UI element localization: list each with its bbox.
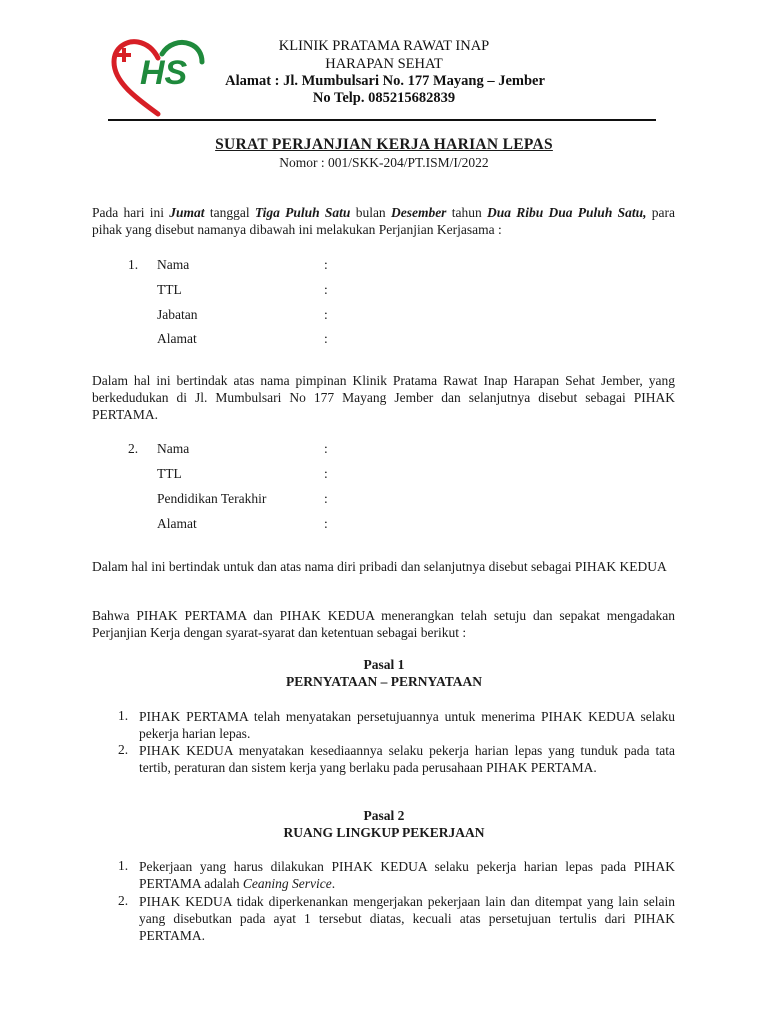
pasal1-item-number: 2. (118, 742, 129, 757)
party2-number: 2. (128, 441, 139, 456)
pasal2-item-number: 1. (118, 858, 129, 873)
clinic-logo (106, 36, 210, 120)
party2-field-colon: : (324, 441, 328, 456)
letterhead-divider (108, 119, 656, 121)
party1-description: Dalam hal ini bertindak atas nama pimpinan Klinik Pratama Rawat Inap Harapan Sehat Jember, yang berkedudukan di Jl. Mumbulsari No 177 Mayang Jember dan selanjutnya disebut sebagai PIHAK PERTAMA. (92, 373, 675, 422)
party2-field-label: Nama (157, 441, 190, 456)
party1-field-label: TTL (157, 282, 182, 297)
clinic-name-line1: KLINIK PRATAMA RAWAT INAP (278, 38, 490, 54)
job-title-value: Ceaning Service (242, 876, 332, 891)
document-title: SURAT PERJANJIAN KERJA HARIAN LEPAS (215, 136, 553, 153)
pasal2-item-text: PIHAK KEDUA tidak diperkenankan mengerjakan pekerjaan lain dan ditempat yang lain selain yang disebutkan pada ayat 1 tersebut diatas, kecuali atas persetujuan tertulis dari PIHAK PERTAMA. (139, 894, 675, 943)
party1-field-colon: : (324, 257, 328, 272)
clinic-address: Alamat : Jl. Mumbulsari No. 177 Mayang – Jember (225, 73, 545, 89)
clinic-name-line2: HARAPAN SEHAT (325, 56, 443, 72)
party2-description: Dalam hal ini bertindak untuk dan atas nama diri pribadi dan selanjutnya disebut sebagai PIHAK KEDUA (92, 559, 667, 574)
pasal2-subheading: RUANG LINGKUP PEKERJAAN (283, 825, 485, 840)
heart-logo-icon (106, 36, 210, 120)
pasal2-item-number: 2. (118, 893, 129, 908)
clinic-phone: No Telp. 085215682839 (312, 90, 456, 106)
party2-field-label: Pendidikan Terakhir (157, 491, 267, 506)
day-value: Jumat (169, 205, 205, 220)
pasal1-subheading: PERNYATAAN – PERNYATAAN (285, 674, 482, 689)
pasal1-item-number: 1. (118, 708, 129, 723)
party1-field-colon: : (324, 282, 328, 297)
party2-field-label: Alamat (157, 516, 197, 531)
month-value: Desember (390, 205, 447, 220)
document-number: Nomor : 001/SKK-204/PT.ISM/I/2022 (279, 155, 489, 170)
agreement-paragraph: Bahwa PIHAK PERTAMA dan PIHAK KEDUA menerangkan telah setuju dan sepakat mengadakan Perjanjian Kerja dengan syarat-syarat dan ketentuan sebagai berikut : (92, 608, 675, 640)
party1-field-label: Alamat (157, 331, 197, 346)
svg-text:HS: HS (140, 54, 188, 92)
party1-field-colon: : (324, 307, 328, 322)
party2-field-colon: : (324, 466, 328, 481)
pasal1-item-text: PIHAK PERTAMA telah menyatakan persetujuannya untuk menerima PIHAK KEDUA selaku pekerja harian lepas. (139, 709, 675, 741)
pasal1-heading: Pasal 1 (363, 657, 405, 672)
party1-field-colon: : (324, 331, 328, 346)
year-value: Dua Ribu Dua Puluh Satu, (486, 205, 647, 220)
party1-field-label: Jabatan (157, 307, 198, 322)
party2-field-colon: : (324, 516, 328, 531)
pasal2-item-text: Pekerjaan yang harus dilakukan PIHAK KEDUA selaku pekerja harian lepas pada PIHAK PERTAMA adalah Ceaning Service. (139, 859, 675, 891)
opening-paragraph: Pada hari ini Jumat tanggal Tiga Puluh Satu bulan Desember tahun Dua Ribu Dua Puluh Satu, para pihak yang disebut namanya dibawah ini melakukan Perjanjian Kerjasama : (92, 205, 675, 237)
pasal1-item-text: PIHAK KEDUA menyatakan kesediaannya selaku pekerja harian lepas yang tunduk pada tata tertib, peraturan dan sistem kerja yang berlaku pada perusahaan PIHAK PERTAMA. (139, 743, 675, 775)
pasal2-heading: Pasal 2 (363, 808, 405, 823)
party2-field-colon: : (324, 491, 328, 506)
date-value: Tiga Puluh Satu (254, 205, 351, 220)
party2-field-label: TTL (157, 466, 182, 481)
party1-field-label: Nama (157, 257, 190, 272)
party1-number: 1. (128, 257, 139, 272)
